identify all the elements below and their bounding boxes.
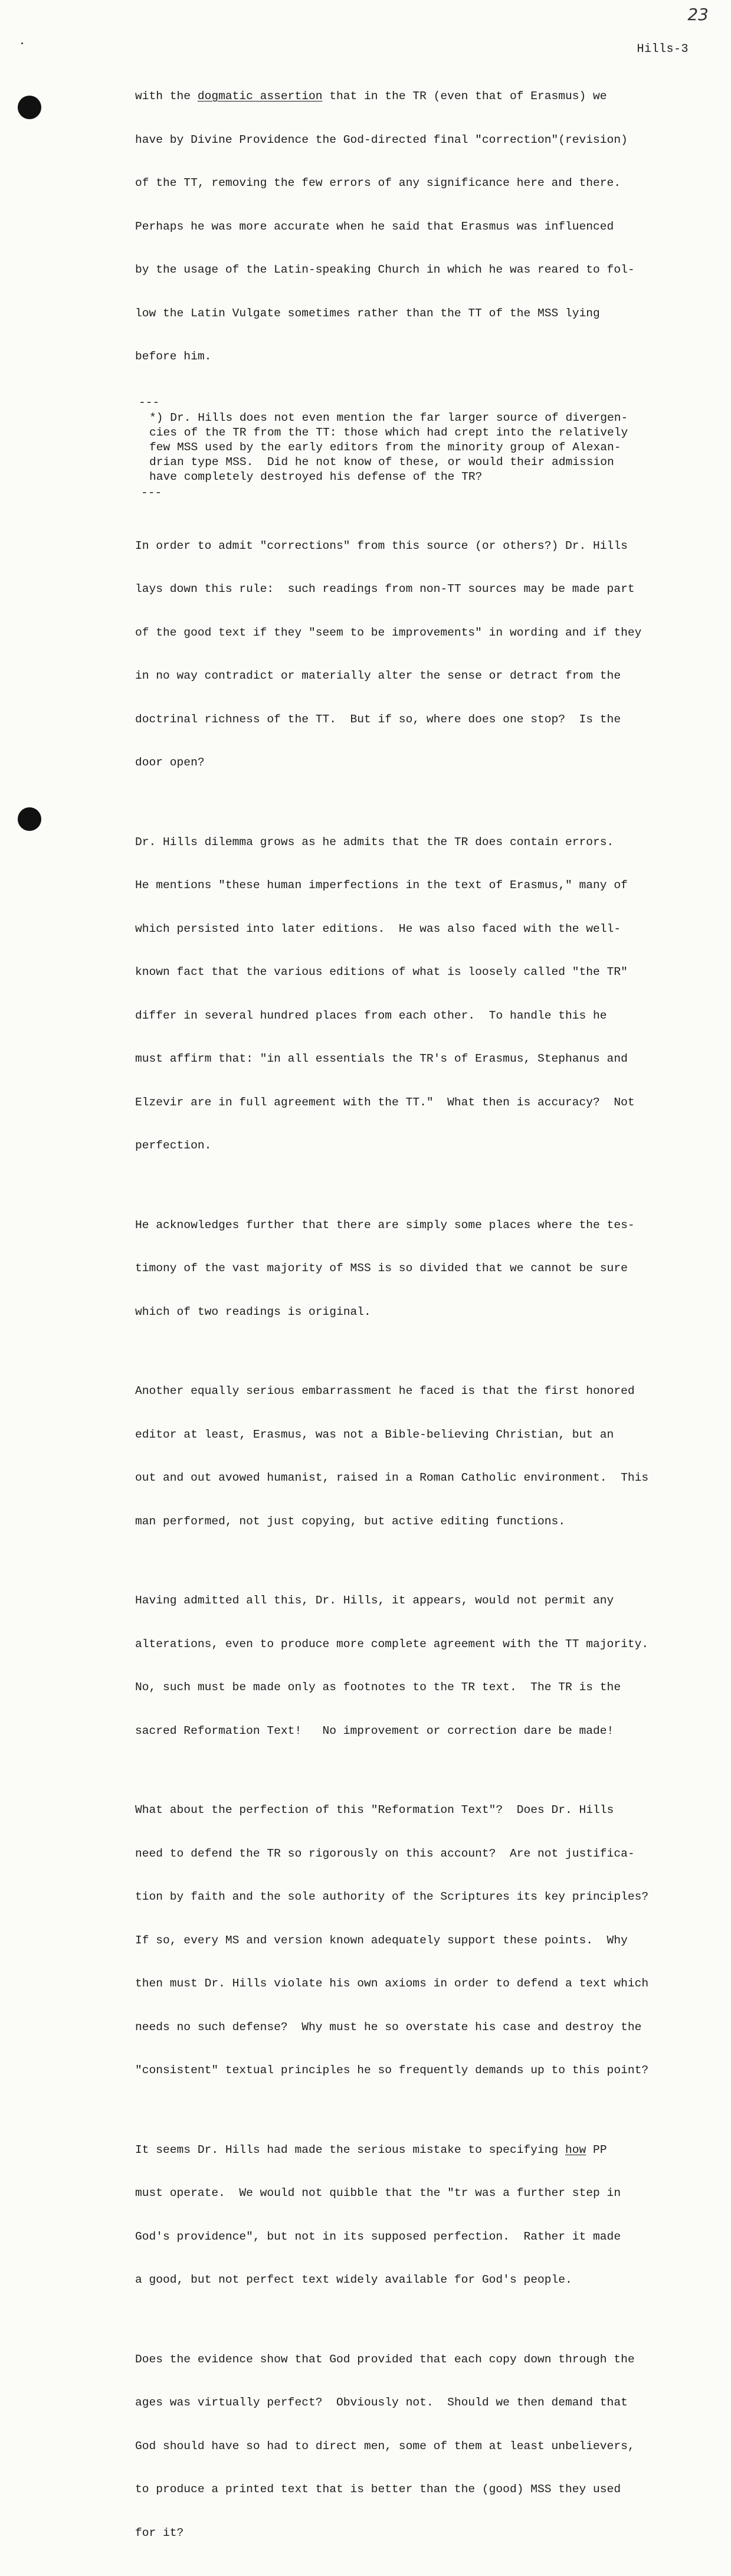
text-line: doctrinal richness of the TT. But if so, where does one stop? Is the [135,712,621,726]
text-line: What about the perfection of this "Reformation Text"? Does Dr. Hills [135,1803,614,1816]
paragraph-perfection [135,1774,713,2107]
text-line: differ in several hundred places from each other. To handle this he [135,1009,607,1022]
footnote-line: *) Dr. Hills does not even mention the far larger source of divergen- [149,411,628,424]
text-line: with the dogmatic assertion that in the TR (even that of Erasmus) we [135,90,607,103]
text-line: Another equally serious embarrassment he faced is that the first honored [135,1384,635,1397]
text-line: sacred Reformation Text! No improvement or correction dare be made! [135,1724,614,1737]
text-line: need to defend the TR so rigorously on this account? Are not justifica- [135,1847,635,1860]
text-line: editor at least, Erasmus, was not a Bible-believing Christian, but an [135,1428,614,1441]
footnote-line: have completely destroyed his defense of the TR? [149,470,483,483]
paragraph-dilemma [135,806,713,1182]
text-line: God's providence", but not in its supposed perfection. Rather it made [135,2230,621,2243]
paragraph-corrections [135,510,713,799]
text-line: then must Dr. Hills violate his own axioms in order to defend a text which [135,1977,649,1990]
text-line: must operate. We would not quibble that the "tr was a further step in [135,2187,621,2199]
paragraph-evidence [135,2323,713,2570]
text-line: perfection. [135,1139,212,1152]
text-line: to produce a printed text that is better than the (good) MSS they used [135,2483,621,2496]
text-line: It seems Dr. Hills had made the serious mistake to specifying how PP [135,2143,607,2156]
paragraph-pp [135,2114,713,2316]
text-line: lays down this rule: such readings from non-TT sources may be made part [135,582,635,595]
text-line: of the good text if they "seem to be improvements" in wording and if they [135,626,642,639]
text-line: by the usage of the Latin-speaking Church in which he was reared to fol- [135,263,635,276]
text-line: Elzevir are in full agreement with the TT." What then is accuracy? Not [135,1095,635,1109]
footnote-line: drian type MSS. Did he not know of these, or would their admission [149,456,614,469]
paragraph-admitted [135,1564,713,1767]
underlined-word: how [565,2143,586,2156]
text-line: In order to admit "corrections" from this source (or others?) Dr. Hills [135,539,628,552]
paper-speck [21,42,23,44]
text-line: "consistent" textual principles he so frequently demands up to this point? [135,2064,649,2077]
text-line: which persisted into later editions. He was also faced with the well- [135,922,621,935]
text-line: Dr. Hills dilemma grows as he admits that the TR does contain errors. [135,835,614,849]
text-line: He acknowledges further that there are simply some places where the tes- [135,1218,635,1232]
text-line: a good, but not perfect text widely available for God's people. [135,2273,572,2286]
text-line: in no way contradict or materially alter the sense or detract from the [135,669,621,682]
text-line: God should have so had to direct men, some of them at least unbelievers, [135,2439,635,2453]
text-line: If so, every MS and version known adequately support these points. Why [135,1933,628,1947]
intro-paragraph [135,60,713,393]
document-body [135,60,713,2576]
text-line: ages was virtually perfect? Obviously not. Should we then demand that [135,2396,628,2409]
running-head: Hills-3 [637,42,689,56]
paragraph-acknowledges [135,1189,713,1348]
footnote-line: cies of the TR from the TT: those which had crept into the relatively [149,426,628,439]
text-line: man performed, not just copying, but active editing functions. [135,1514,566,1528]
underlined-phrase: dogmatic assertion [197,90,323,103]
paragraph-embarrassment [135,1355,713,1557]
text-line: low the Latin Vulgate sometimes rather than the TT of the MSS lying [135,306,600,320]
text-line: have by Divine Providence the God-directed final "correction"(revision) [135,133,628,146]
text-line: tion by faith and the sole authority of the Scriptures its key principles? [135,1890,649,1903]
text-line: before him. [135,350,212,363]
text-line: alterations, even to produce more complete agreement with the TT majority. [135,1637,649,1651]
text-line: must affirm that: "in all essentials the TR's of Erasmus, Stephanus and [135,1052,628,1065]
text-line: of the TT, removing the few errors of any significance here and there. [135,176,621,189]
separator-top: --- [139,395,160,409]
separator-bottom: --- [141,486,162,499]
text-line: No, such must be made only as footnotes to the TR text. The TR is the [135,1681,621,1694]
text-line: which of two readings is original. [135,1305,371,1318]
text-line: needs no such defense? Why must he so overstate his case and destroy the [135,2020,642,2034]
text-line: timony of the vast majority of MSS is so divided that we cannot be sure [135,1262,628,1275]
text-line: for it? [135,2526,184,2539]
text-line: Perhaps he was more accurate when he said that Erasmus was influenced [135,220,614,233]
page-number: 23 [687,5,709,24]
text-line: door open? [135,756,205,769]
text-line: Having admitted all this, Dr. Hills, it appears, would not permit any [135,1594,614,1607]
text-line: known fact that the various editions of what is loosely called "the TR" [135,965,628,978]
text-line: out and out avowed humanist, raised in a Roman Catholic environment. This [135,1471,649,1484]
footnote-line: few MSS used by the early editors from the minority group of Alexan- [149,441,621,454]
footnote [149,411,713,485]
text-line: Does the evidence show that God provided that each copy down through the [135,2352,635,2366]
text-line: He mentions "these human imperfections in the text of Erasmus," many of [135,879,628,892]
punch-hole-top [18,96,41,119]
punch-hole-bottom [18,807,41,831]
